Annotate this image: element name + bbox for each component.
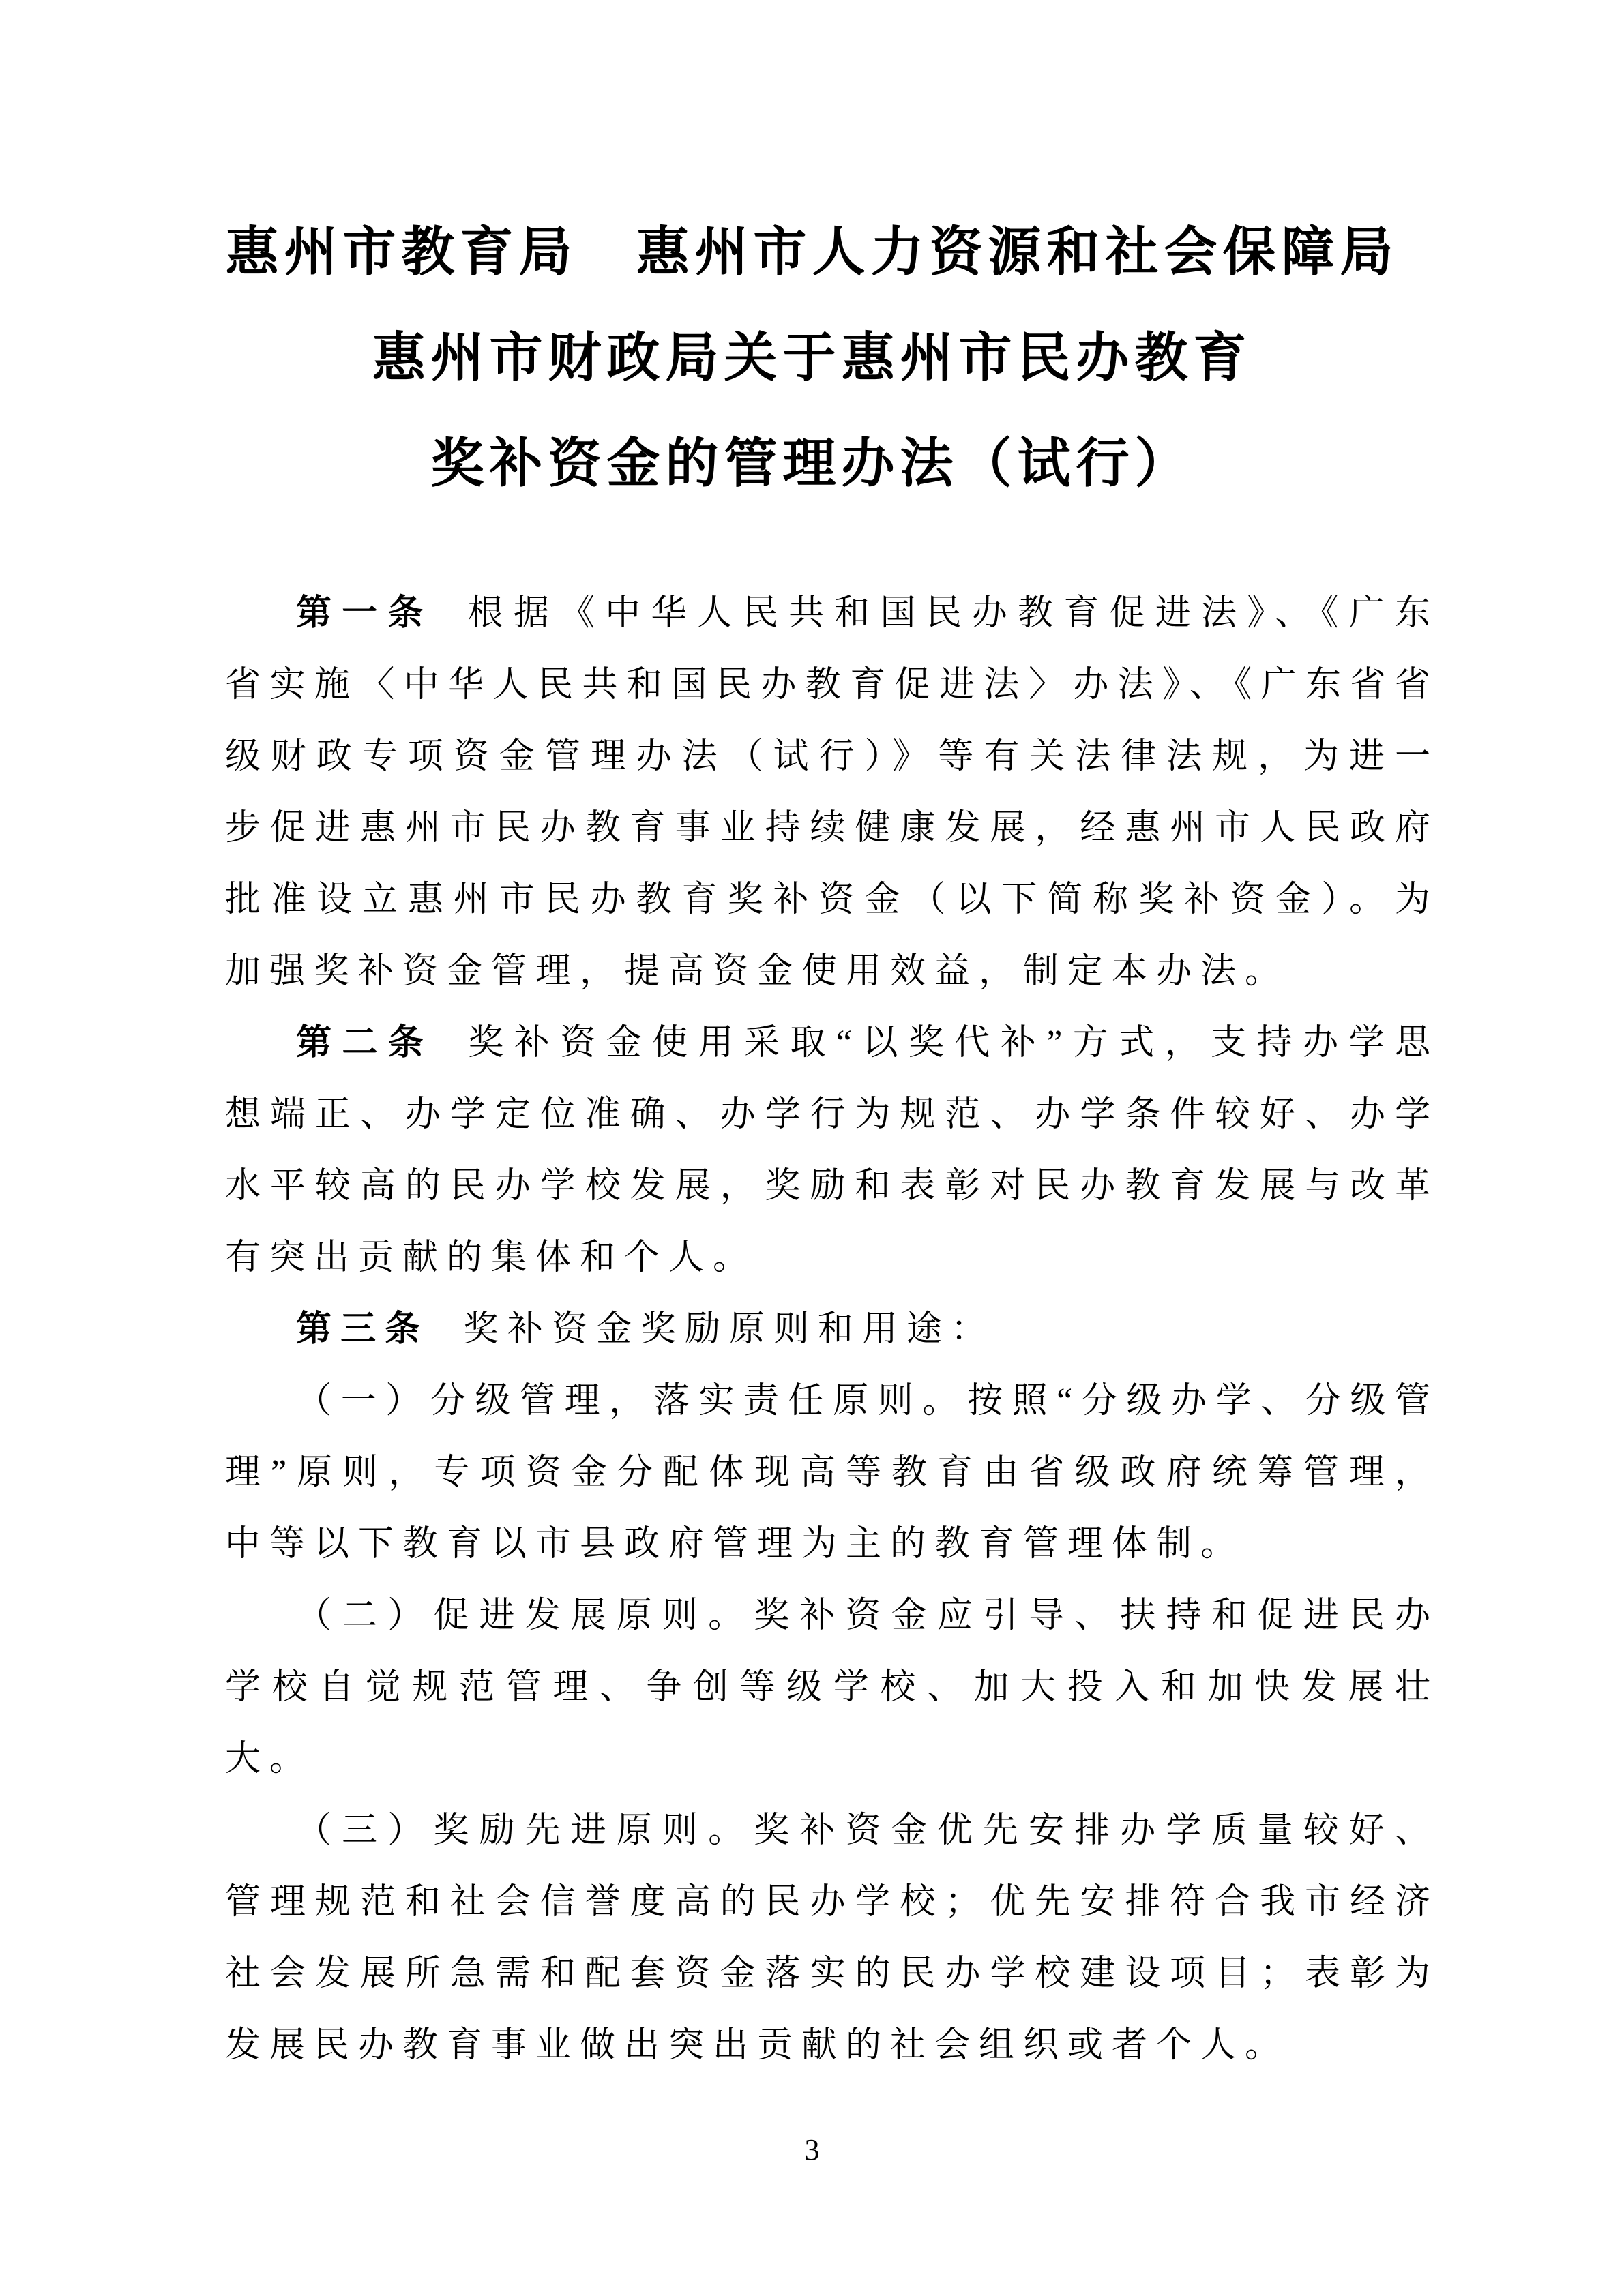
paragraph-item-1 (225, 1365, 1439, 1580)
title-line-3: 奖补资金的管理办法（试行） (430, 434, 1194, 493)
article-1-text: 根据《中华人民共和国民办教育促进法》、《广东省实施〈中华人民共和国民办教育促进法〉办法》、《广东省省级财政专项资金管理办法（试行）》等有关法律法规，为进一步促进惠州市民办教育事业持续健康发展，经惠州市人民政府批准设立惠州市民办教育奖补资金（以下简称奖补资金）。为加强奖补资金管理，提高资金使用效益，制定本办法。 (225, 594, 1439, 991)
document-body (225, 578, 1439, 2081)
item-2-text: （二）促进发展原则。奖补资金应引导、扶持和促进民办学校自觉规范管理、争创等级学校、加大投入和加快发展壮大。 (225, 1596, 1439, 1778)
paragraph-article-1 (225, 578, 1439, 1007)
paragraph-article-2 (225, 1007, 1439, 1294)
article-3-text: 奖补资金奖励原则和用途： (463, 1310, 996, 1349)
item-3-text: （三）奖励先进原则。奖补资金优先安排办学质量较好、管理规范和社会信誉度高的民办学校；优先安排符合我市经济社会发展所急需和配套资金落实的民办学校建设项目；表彰为发展民办教育事业做出突出贡献的社会组织或者个人。 (225, 1811, 1439, 2065)
page-number: 3 (804, 2133, 820, 2166)
article-2-label: 第二条 (296, 1024, 434, 1062)
paragraph-item-2 (225, 1580, 1439, 1795)
article-3-label: 第三条 (296, 1310, 430, 1349)
document-title (0, 0, 1624, 516)
item-1-text: （一）分级管理，落实责任原则。按照“分级办学、分级管理”原则，专项资金分配体现高等教育由省级政府统筹管理，中等以下教育以市县政府管理为主的教育管理体制。 (225, 1382, 1439, 1564)
title-line-2: 惠州市财政局关于惠州市民办教育 (372, 328, 1252, 387)
title-line-1: 惠州市教育局 惠州市人力资源和社会保障局 (225, 222, 1399, 282)
article-1-label: 第一条 (296, 594, 434, 633)
paragraph-item-3 (225, 1795, 1439, 2081)
paragraph-article-3 (225, 1294, 1439, 1365)
article-2-text: 奖补资金使用采取“以奖代补”方式，支持办学思想端正、办学定位准确、办学行为规范、办学条件较好、办学水平较高的民办学校发展，奖励和表彰对民办教育发展与改革有突出贡献的集体和个人。 (225, 1024, 1439, 1277)
